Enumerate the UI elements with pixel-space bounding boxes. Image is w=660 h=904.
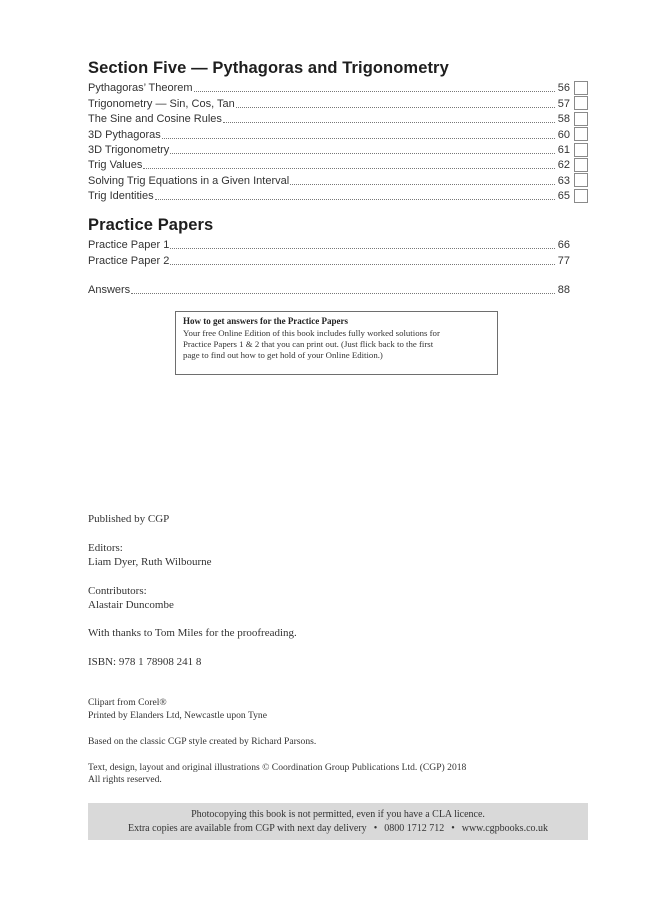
practice-papers-heading: Practice Papers [88, 216, 214, 234]
toc-entry-page: 58 [557, 113, 570, 126]
toc-entry-page: 88 [557, 284, 570, 297]
toc-entry[interactable] [88, 188, 570, 203]
toc-entry-title: Trig Values [88, 159, 143, 172]
leader-dots [131, 292, 555, 294]
toc-entry-title: Practice Paper 1 [88, 239, 170, 252]
copies-text: Extra copies are available from CGP with next day delivery [127, 823, 367, 834]
toc-entry-page: 63 [557, 174, 570, 187]
leader-dots [170, 263, 555, 265]
progress-checkbox[interactable] [574, 189, 588, 203]
practice-papers-toc [88, 237, 570, 268]
toc-entry-page: 62 [557, 159, 570, 172]
toc-entry-page: 66 [557, 239, 570, 252]
answers-note-title: How to get answers for the Practice Papers [183, 316, 349, 326]
leader-dots [290, 183, 555, 185]
photocopy-notice: Photocopying this book is not permitted, even if you have a CLA licence. [191, 809, 485, 820]
leader-dots [170, 152, 555, 154]
editors: Liam Dyer, Ruth Wilbourne [88, 556, 212, 568]
toc-entry-page: 60 [557, 128, 570, 141]
answers-note-line: Practice Papers 1 & 2 that you can print out. (Just flick back to the first [183, 339, 434, 349]
progress-checkbox[interactable] [574, 143, 588, 157]
toc-entry[interactable] [88, 237, 570, 252]
progress-checkbox[interactable] [574, 112, 588, 126]
toc-entry[interactable] [88, 126, 570, 141]
progress-checkbox[interactable] [574, 173, 588, 187]
footer-bar [88, 803, 588, 840]
toc-entry[interactable] [88, 157, 570, 172]
isbn: ISBN: 978 1 78908 241 8 [88, 656, 202, 668]
progress-checkbox[interactable] [574, 158, 588, 172]
progress-checkbox[interactable] [574, 96, 588, 110]
toc-entry-answers[interactable] [88, 282, 570, 297]
toc-entry-page: 57 [557, 97, 570, 110]
leader-dots [236, 106, 555, 108]
answers-note-line: Your free Online Edition of this book includes fully worked solutions for [183, 328, 440, 338]
website-link[interactable]: www.cgpbooks.co.uk [461, 823, 549, 834]
leader-dots [143, 167, 555, 169]
toc-entry[interactable] [88, 80, 570, 95]
toc-entry-title: 3D Trigonometry [88, 143, 170, 156]
copyright-notice: Text, design, layout and original illustrations © Coordination Group Publications Ltd. (CGP) 2018 [88, 762, 467, 773]
toc-entry-title: Solving Trig Equations in a Given Interval [88, 174, 290, 187]
toc-entry-page: 65 [557, 190, 570, 203]
thanks-note: With thanks to Tom Miles for the proofreading. [88, 627, 297, 639]
toc-entry-title: The Sine and Cosine Rules [88, 113, 222, 126]
toc-entry-title: Trigonometry — Sin, Cos, Tan [88, 97, 235, 110]
toc-entry[interactable] [88, 95, 570, 110]
toc-entry-title: Answers [88, 284, 131, 297]
published-by: Published by CGP [88, 513, 170, 525]
clipart-credit: Clipart from Corel® [88, 697, 167, 708]
toc-entry-title: Practice Paper 2 [88, 254, 170, 267]
answers-toc [88, 282, 570, 297]
style-credit: Based on the classic CGP style created by Richard Parsons. [88, 736, 317, 747]
toc-entry-title: Pythagoras’ Theorem [88, 82, 193, 95]
copies-notice [88, 822, 588, 836]
printer-credit: Printed by Elanders Ltd, Newcastle upon Tyne [88, 710, 267, 721]
toc-entry[interactable] [88, 252, 570, 267]
section-five-toc [88, 80, 570, 203]
phone-number: 0800 1712 712 [384, 823, 445, 834]
toc-entry-page: 56 [557, 82, 570, 95]
toc-entry[interactable] [88, 111, 570, 126]
toc-entry-page: 77 [557, 254, 570, 267]
toc-entry[interactable] [88, 172, 570, 187]
toc-entry-title: Trig Identities [88, 190, 154, 203]
bullet-separator: • [373, 823, 378, 834]
rights-notice: All rights reserved. [88, 774, 162, 785]
toc-entry[interactable] [88, 142, 570, 157]
bullet-separator: • [451, 823, 455, 834]
answers-note-line: page to find out how to get hold of your Online Edition.) [183, 350, 383, 360]
editors-label: Editors: [88, 542, 123, 554]
answers-note-box [175, 311, 498, 375]
leader-dots [223, 121, 555, 123]
toc-entry-title: 3D Pythagoras [88, 128, 161, 141]
contributors: Alastair Duncombe [88, 599, 174, 611]
progress-checkbox[interactable] [574, 81, 588, 95]
leader-dots [170, 247, 555, 249]
leader-dots [194, 90, 555, 92]
toc-entry-page: 61 [557, 143, 570, 156]
leader-dots [155, 198, 555, 200]
section-five-heading: Section Five — Pythagoras and Trigonometry [88, 59, 449, 77]
progress-checkbox[interactable] [574, 127, 588, 141]
contributors-label: Contributors: [88, 585, 147, 597]
leader-dots [162, 137, 555, 139]
